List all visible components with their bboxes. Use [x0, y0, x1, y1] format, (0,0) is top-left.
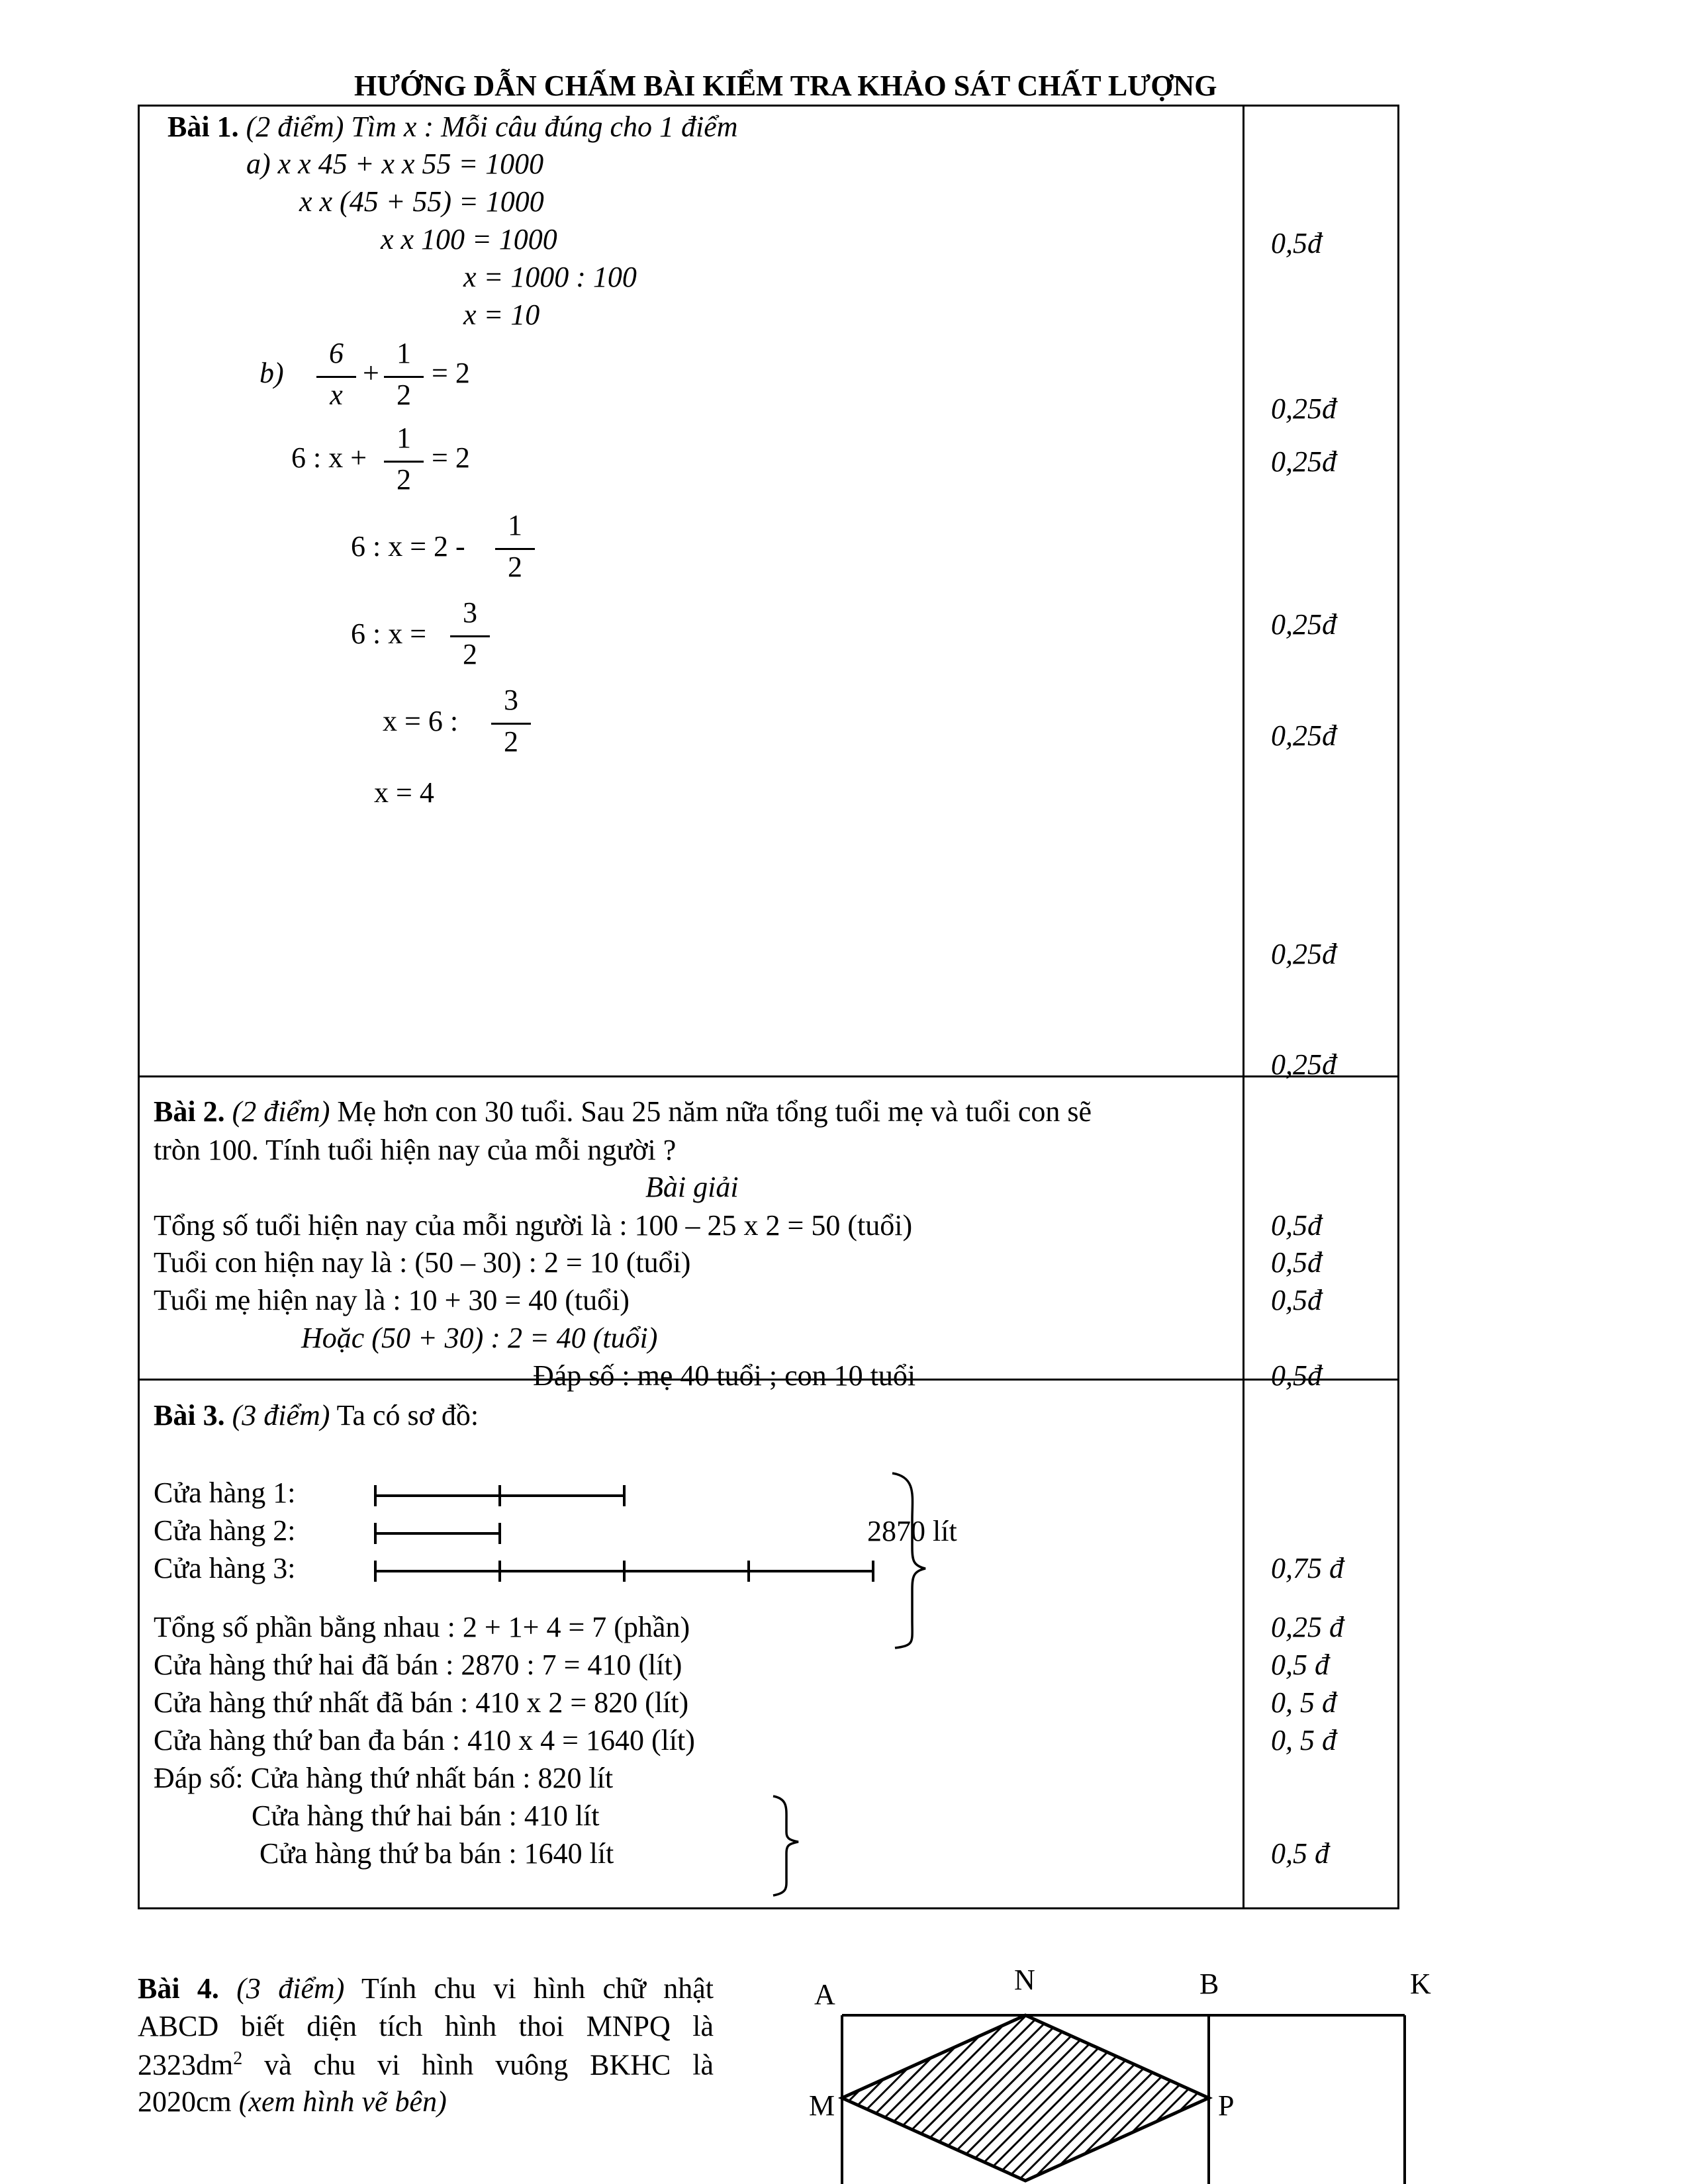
- bai4-label: Bài 4.: [138, 1972, 219, 2005]
- fraction-denominator: x: [330, 379, 343, 411]
- fraction-numerator: 6: [329, 337, 344, 369]
- squared-superscript: 2: [233, 2048, 243, 2069]
- bai2-alt: Hoặc (50 + 30) : 2 = 40 (tuổi): [301, 1322, 658, 1354]
- bai3-points: (3 điểm): [232, 1399, 330, 1432]
- page-title: HƯỚNG DẪN CHẤM BÀI KIỂM TRA KHẢO SÁT CHẤT LƯỢNG: [354, 69, 1217, 102]
- score: 0, 5 đ: [1271, 1724, 1336, 1756]
- score: 0,75 đ: [1271, 1552, 1344, 1584]
- fraction-numerator: 3: [504, 684, 518, 716]
- point-label-a: A: [814, 1978, 835, 2011]
- score: 0,25đ: [1271, 445, 1336, 478]
- bai3-label: Bài 3.: [154, 1399, 225, 1432]
- score: 0,25đ: [1271, 392, 1336, 425]
- bai1-b-eq2-lhs: 6 : x +: [291, 441, 367, 474]
- bai4-text-1: Tính chu vi hình chữ nhật: [361, 1972, 714, 2005]
- bai3-line-4: Cửa hàng thứ ban đa bán : 410 x 4 = 1640 (lít): [154, 1724, 695, 1756]
- bai3-line-2: Cửa hàng thứ hai đã bán : 2870 : 7 = 410 (lít): [154, 1649, 682, 1681]
- bai3-answer-2: Cửa hàng thứ hai bán : 410 lít: [252, 1799, 600, 1832]
- point-label-n: N: [1014, 1964, 1035, 1996]
- fraction-numerator: 3: [463, 596, 477, 629]
- bai1-a-line-3: x x 100 = 1000: [381, 223, 557, 255]
- bai1-b-eq3-lhs: 6 : x = 2 -: [351, 530, 465, 563]
- point-label-b: B: [1199, 1968, 1219, 2000]
- store-label-2: Cửa hàng 2:: [154, 1514, 296, 1547]
- bai2-answer: Đáp số : mẹ 40 tuổi ; con 10 tuổi: [533, 1359, 916, 1392]
- bai3-answer-1: Đáp số: Cửa hàng thứ nhất bán : 820 lít: [154, 1762, 614, 1794]
- bai4-note: (xem hình vẽ bên): [238, 2085, 447, 2118]
- fraction-numerator: 1: [397, 422, 411, 454]
- point-label-m: M: [809, 2089, 835, 2122]
- score: 0,5 đ: [1271, 1649, 1329, 1681]
- score: 0,25đ: [1271, 719, 1336, 752]
- score: 0,25 đ: [1271, 1611, 1344, 1643]
- fraction-denominator: 2: [463, 638, 477, 670]
- score: 0,25đ: [1271, 938, 1336, 970]
- store-label-1: Cửa hàng 1:: [154, 1477, 296, 1509]
- bai1-a-line-2: x x (45 + 55) = 1000: [299, 185, 544, 218]
- point-label-k: K: [1410, 1968, 1431, 2000]
- brace-right-large: [892, 1473, 925, 1648]
- fraction-denominator: 2: [504, 725, 518, 758]
- store-label-3: Cửa hàng 3:: [154, 1552, 296, 1584]
- bai3-line-3: Cửa hàng thứ nhất đã bán : 410 x 2 = 820 (lít): [154, 1686, 689, 1719]
- fraction-denominator: 2: [397, 379, 411, 411]
- bai3-line-1: Tổng số phần bằng nhau : 2 + 1+ 4 = 7 (phần): [154, 1611, 690, 1643]
- bai2-points: (2 điểm): [232, 1095, 330, 1128]
- score: 0, 5 đ: [1271, 1686, 1336, 1719]
- fraction-numerator: 1: [397, 337, 411, 369]
- bai1-a-line-1: a) x x 45 + x x 55 = 1000: [246, 148, 544, 180]
- bai1-intro: Tìm x : Mỗi câu đúng cho 1 điểm: [351, 111, 738, 143]
- bai1-a-line-4: x = 1000 : 100: [463, 261, 637, 293]
- bai4-line-3: [138, 2050, 714, 2080]
- bai3-intro: Ta có sơ đồ:: [336, 1399, 479, 1432]
- score: 0,5đ: [1271, 1246, 1322, 1279]
- bai2-solution-label: Bài giải: [645, 1171, 739, 1203]
- fraction-numerator: 1: [508, 509, 522, 541]
- bai1-b-eq5-lhs: x = 6 :: [383, 705, 459, 737]
- score: 0,25đ: [1271, 608, 1336, 641]
- fraction-denominator: 2: [397, 463, 411, 496]
- bai4-line-4: [138, 2087, 447, 2116]
- bai1-label: Bài 1.: [167, 111, 239, 143]
- bai1-points: (2 điểm): [246, 111, 344, 143]
- bai4-text-3: và chu vi hình vuông BKHC là: [242, 2048, 714, 2081]
- bai1-b-eq1-rhs: = 2: [432, 357, 470, 389]
- bai4-line-1: [138, 1974, 714, 2003]
- bai3-answer-3: Cửa hàng thứ ba bán : 1640 lít: [259, 1837, 614, 1870]
- bai2-line-1: Tổng số tuổi hiện nay của mỗi người là : 100 – 25 x 2 = 50 (tuổi): [154, 1209, 913, 1242]
- score: 0,25đ: [1271, 1048, 1336, 1081]
- bai4-line-2: ABCD biết diện tích hình thoi MNPQ là: [138, 2010, 714, 2042]
- score: 0,5đ: [1271, 227, 1322, 259]
- score: 0,5đ: [1271, 1209, 1322, 1242]
- total-label: 2870 lít: [867, 1515, 957, 1547]
- bai4-area: 2323dm: [138, 2048, 234, 2081]
- fraction-denominator: 2: [508, 551, 522, 583]
- bai2-label: Bài 2.: [154, 1095, 225, 1128]
- bai1-b-eq2-rhs: = 2: [432, 441, 470, 474]
- bai4-points: (3 điểm): [236, 1972, 345, 2005]
- point-label-p: P: [1218, 2089, 1235, 2122]
- score: 0,5đ: [1271, 1284, 1322, 1316]
- brace-right-small: [773, 1796, 798, 1895]
- plus-sign: +: [363, 357, 379, 389]
- bai1-b-eq4-lhs: 6 : x =: [351, 617, 427, 650]
- bai2-problem-1: Mẹ hơn con 30 tuổi. Sau 25 năm nữa tổng tuổi mẹ và tuổi con sẽ: [337, 1095, 1092, 1128]
- bai1-a-line-5: x = 10: [463, 298, 540, 331]
- segment-diagram: [375, 1485, 873, 1582]
- bai2-problem-2: tròn 100. Tính tuổi hiện nay của mỗi người ?: [154, 1134, 677, 1166]
- bai1-b-label: b): [259, 357, 284, 389]
- bai4-perimeter: 2020cm: [138, 2085, 232, 2118]
- bai2-line-2: Tuổi con hiện nay là : (50 – 30) : 2 = 10 (tuổi): [154, 1246, 691, 1279]
- bai1-b-eq6: x = 4: [374, 776, 434, 809]
- rhombus-mnpq: [842, 2015, 1209, 2181]
- score: 0,5 đ: [1271, 1837, 1329, 1870]
- bai2-line-3: Tuổi mẹ hiện nay là : 10 + 30 = 40 (tuổi): [154, 1284, 630, 1316]
- score: 0,5đ: [1271, 1359, 1322, 1392]
